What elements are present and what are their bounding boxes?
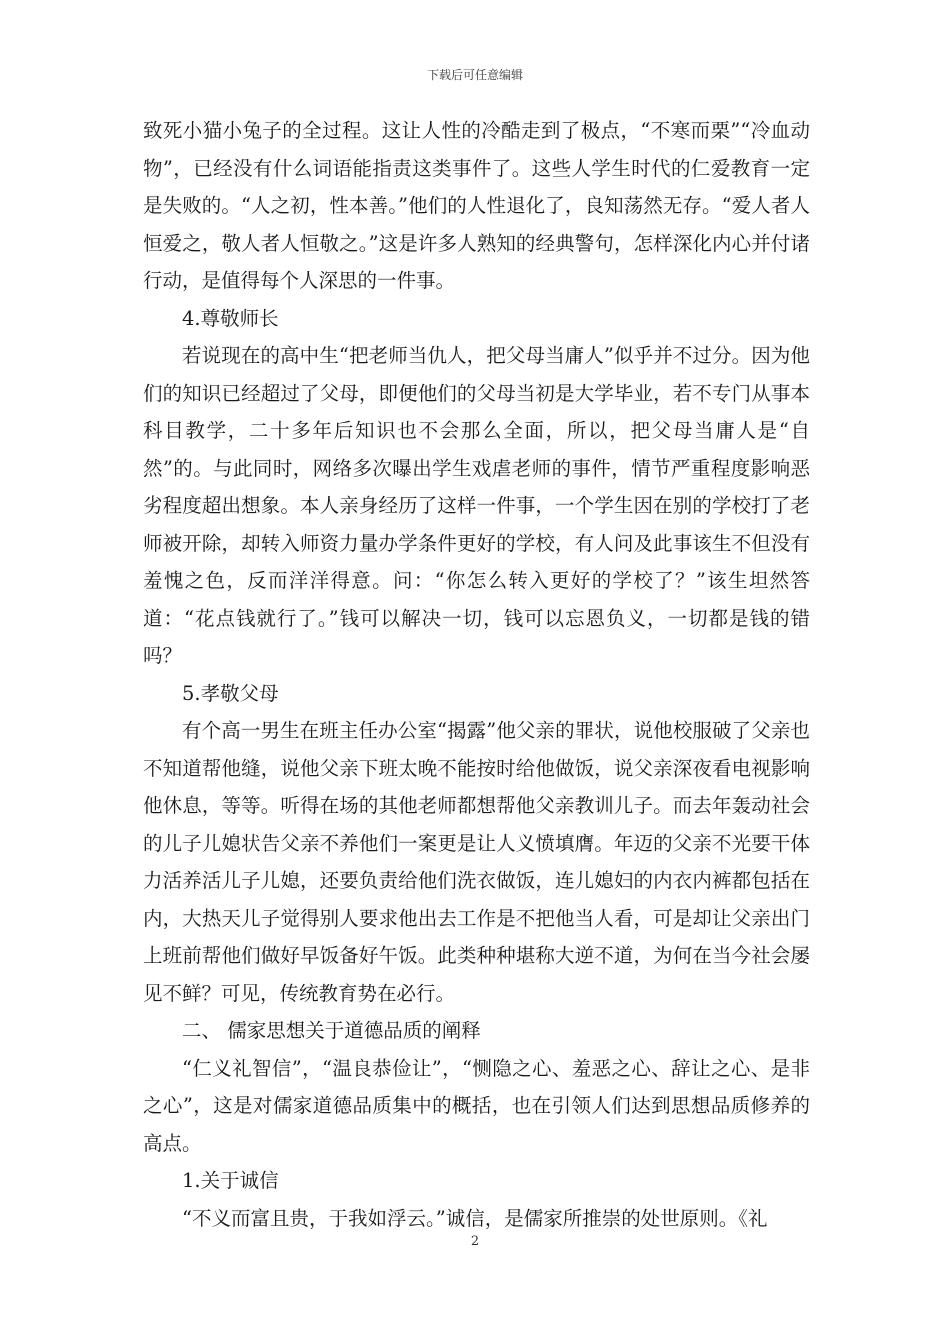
paragraph-respect-teachers: 若说现在的高中生“把老师当仇人，把父母当庸人”似乎并不过分。因为他们的知识已经超过了父母，即便他们的父母当初是大学毕业，若不专门从事本科目教学，二十多年后知识也不会那么全面，所以，把父母当庸人是“自然”的。与此同时，网络多次曝出学生戏虐老师的事件，情节严重程度影响恶劣程度超出想象。本人亲身经历了这样一件事，一个学生因在别的学校打了老师被开除，却转入师资力量办学条件更好的学校，有人问及此事该生不但没有羞愧之色，反而洋洋得意。问：“你怎么转入更好的学校了？”该生坦然答道：“花点钱就行了。”钱可以解决一切，钱可以忘恩负义，一切都是钱的错吗？ (143, 344, 810, 667)
page-header: 下载后可任意编辑 (426, 68, 523, 82)
paragraph-continuation: 致死小猫小兔子的全过程。这让人性的冷酷走到了极点，“不寒而栗”“冷血动物”，已经没有什么词语能指责这类事件了。这些人学生时代的仁爱教育一定是失败的。“人之初，性本善。”他们的人性退化了，良知荡然无存。“爱人者人恒爱之，敬人者人恒敬之。”这是许多人熟知的经典警句，怎样深化内心并付诸行动，是值得每个人深思的一件事。 (143, 119, 810, 292)
paragraph-confucian-morality: “仁义礼智信”，“温良恭俭让”，“恻隐之心、羞恶之心、辞让之心、是非之心”，这是对儒家道德品质集中的概括，也在引领人们达到思想品质修养的高点。 (143, 1056, 810, 1155)
section-heading-respect-teachers: 4.尊敬师长 (182, 306, 279, 330)
section-heading-integrity: 1.关于诚信 (182, 1169, 279, 1192)
paragraph-integrity: “不义而富且贵，于我如浮云。”诚信，是儒家所推崇的处世原则。《礼 (182, 1206, 768, 1230)
paragraph-filial-piety: 有个高一男生在班主任办公室“揭露”他父亲的罪状，说他校服破了父亲也不知道帮他缝，说他父亲下班太晚不能按时给他做饭，说父亲深夜看电视影响他休息，等等。听得在场的其他老师都想帮他父亲教训儿子。而去年轰动社会的儿子儿媳状告父亲不养他们一案更是让人义愤填膺。年迈的父亲不光要干体力活养活儿子儿媳，还要负责给他们洗衣做饭，连儿媳妇的内衣内裤都包括在内，大热天儿子觉得别人要求他出去工作是不把他当人看，可是却让父亲出门上班前帮他们做好早饭备好午饭。此类种种堪称大逆不道，为何在当今社会屡见不鲜？可见，传统教育势在必行。 (143, 719, 810, 1005)
section-heading-filial-piety: 5.孝敬父母 (182, 681, 279, 705)
page-number: 2 (470, 1234, 480, 1249)
chapter-heading-confucian-morality: 二、 儒家思想关于道德品质的阐释 (182, 1019, 481, 1042)
document-body (143, 112, 810, 1237)
